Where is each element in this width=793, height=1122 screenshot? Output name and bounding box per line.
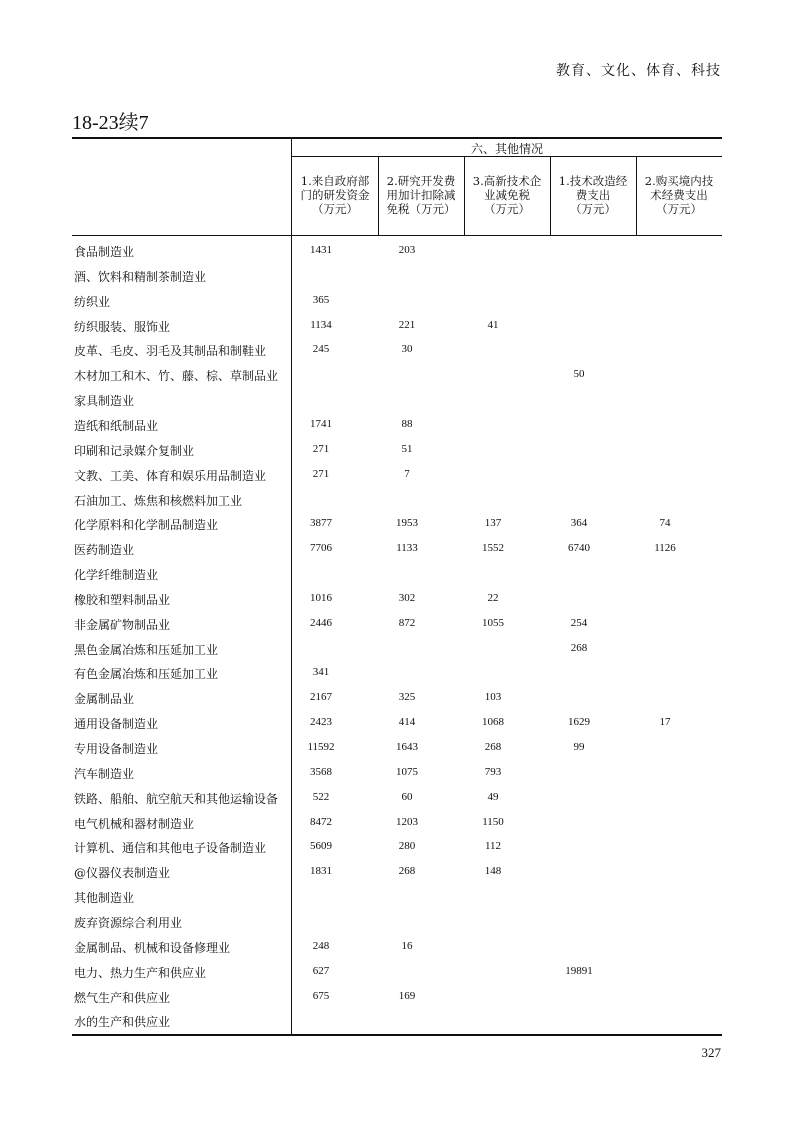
table-cell: 271 <box>312 467 330 480</box>
column-header-line: 2.购买境内技 <box>644 174 714 188</box>
table-cell: 522 <box>312 790 330 803</box>
column-header-line: 1.来自政府部 <box>300 174 370 188</box>
table-cell: 3568 <box>310 765 332 778</box>
table-cell: 1552 <box>482 542 504 555</box>
row-label: 印刷和记录媒介复制业 <box>74 443 195 458</box>
row-label: 木材加工和木、竹、藤、棕、草制品业 <box>74 369 279 384</box>
row-label: 专用设备制造业 <box>74 742 159 756</box>
row-label: 酒、饮料和精制茶制造业 <box>74 269 207 284</box>
table-cell: 3877 <box>310 517 332 530</box>
table-cell: 365 <box>312 293 330 306</box>
column-separator <box>464 157 465 235</box>
row-label: 食品制造业 <box>74 245 135 259</box>
stub-divider <box>291 137 292 1035</box>
row-label: 废弃资源综合利用业 <box>74 915 183 930</box>
row-label: 其他制造业 <box>74 891 135 906</box>
table-cell: 6740 <box>568 542 590 555</box>
row-label: 化学原料和化学制品制造业 <box>74 518 219 533</box>
table-cell: 8472 <box>310 815 332 828</box>
row-label: 金属制品、机械和设备修理业 <box>74 940 231 955</box>
table-cell: 19891 <box>565 964 593 977</box>
table-cell: 17 <box>659 716 671 729</box>
table-cell: 11592 <box>307 741 335 753</box>
table-cell: 1741 <box>310 417 332 430</box>
table-cell: 414 <box>398 716 416 729</box>
row-label: 电力、热力生产和供应业 <box>74 965 207 980</box>
table-cell: 49 <box>487 790 499 803</box>
page-number: 327 <box>701 1045 721 1060</box>
table-cell: 268 <box>484 741 502 753</box>
table-cell: 148 <box>484 865 502 878</box>
table-cell: 341 <box>312 666 330 679</box>
table-cell: 268 <box>570 641 588 654</box>
table-cell: 245 <box>312 343 330 356</box>
row-label: 医药制造业 <box>74 543 135 558</box>
column-header <box>378 174 464 216</box>
column-header-line: （万元） <box>570 202 616 216</box>
row-label: 石油加工、炼焦和核燃料加工业 <box>74 493 243 508</box>
table-cell: 268 <box>398 865 416 878</box>
table-cell: 248 <box>312 939 330 952</box>
row-label: 造纸和纸制品业 <box>74 418 159 433</box>
row-label: 化学纤维制造业 <box>74 568 159 583</box>
row-label: 皮革、毛皮、羽毛及其制品和制鞋业 <box>74 344 267 359</box>
table-cell: 793 <box>484 765 502 778</box>
row-label: 非金属矿物制品业 <box>74 617 171 632</box>
column-header-line: （万元） <box>656 202 702 216</box>
top-rule <box>72 137 722 139</box>
table-cell: 16 <box>401 939 413 952</box>
column-header-line: 3.高新技术企 <box>472 174 542 188</box>
column-header-line: 术经费支出 <box>650 188 708 202</box>
row-label: 汽车制造业 <box>74 766 135 781</box>
table-cell: 1150 <box>482 815 504 828</box>
table-cell: 302 <box>398 591 416 604</box>
table-cell: 675 <box>312 989 330 1002</box>
column-header-line: 门的研发资金 <box>300 188 370 202</box>
table-cell: 2446 <box>310 616 332 629</box>
table-cell: 1431 <box>310 244 332 256</box>
table-cell: 50 <box>573 368 585 381</box>
row-label: 纺织业 <box>74 294 111 309</box>
table-title: 18-23续7 <box>72 112 149 134</box>
row-label: 橡胶和塑料制品业 <box>74 592 171 607</box>
row-label: 通用设备制造业 <box>74 717 159 732</box>
row-label: 纺织服装、服饰业 <box>74 319 171 334</box>
row-label: 燃气生产和供应业 <box>74 990 171 1005</box>
row-label: 电气机械和器材制造业 <box>74 816 195 831</box>
table-cell: 5609 <box>310 840 332 853</box>
table-cell: 627 <box>312 964 330 977</box>
column-header-line: 费支出 <box>575 188 611 202</box>
table-cell: 325 <box>398 691 416 704</box>
row-label: 有色金属冶炼和压延加工业 <box>74 667 219 682</box>
table-cell: 271 <box>312 442 330 455</box>
row-label: 铁路、船舶、航空航天和其他运输设备 <box>74 791 279 806</box>
table-cell: 364 <box>570 517 588 530</box>
row-label: @仪器仪表制造业 <box>74 866 171 881</box>
column-separator <box>550 157 551 235</box>
table-cell: 7 <box>404 467 410 480</box>
row-label: 金属制品业 <box>74 692 135 707</box>
table-cell: 1133 <box>396 542 418 555</box>
table-cell: 103 <box>484 691 502 704</box>
table-cell: 203 <box>398 244 416 256</box>
column-header <box>636 174 722 216</box>
table-cell: 1068 <box>482 716 504 729</box>
column-header-line: 业减免税 <box>484 188 530 202</box>
table-cell: 221 <box>398 318 416 331</box>
table-cell: 2167 <box>310 691 332 704</box>
column-header-line: 免税（万元） <box>386 202 456 216</box>
table-cell: 280 <box>398 840 416 853</box>
group-header-rule <box>292 156 722 157</box>
table-cell: 88 <box>401 417 413 430</box>
table-cell: 137 <box>484 517 502 530</box>
bottom-rule <box>72 1034 722 1036</box>
table-cell: 41 <box>487 318 499 331</box>
column-separator <box>636 157 637 235</box>
table-cell: 112 <box>484 840 502 853</box>
table-cell: 51 <box>401 442 413 455</box>
table-cell: 872 <box>398 616 416 629</box>
table-cell: 1643 <box>396 741 418 753</box>
table-cell: 30 <box>401 343 413 356</box>
row-label: 家具制造业 <box>74 394 135 409</box>
table-cell: 1075 <box>396 765 418 778</box>
row-label: 水的生产和供应业 <box>74 1015 171 1030</box>
table-cell: 74 <box>659 517 671 530</box>
table-cell: 1629 <box>568 716 590 729</box>
column-header <box>550 174 636 216</box>
table-cell: 1055 <box>482 616 504 629</box>
header-bottom-rule <box>72 235 722 236</box>
table-cell: 2423 <box>310 716 332 729</box>
table-cell: 22 <box>487 591 499 604</box>
table-cell: 1016 <box>310 591 332 604</box>
row-label: 计算机、通信和其他电子设备制造业 <box>74 841 267 856</box>
table-cell: 1126 <box>654 542 676 555</box>
table-cell: 60 <box>401 790 413 803</box>
table-cell: 169 <box>398 989 416 1002</box>
table-cell: 254 <box>570 616 588 629</box>
section-header: 教育、文化、体育、科技 <box>556 63 721 79</box>
row-label: 文教、工美、体育和娱乐用品制造业 <box>74 468 267 483</box>
column-separator <box>378 157 379 235</box>
group-header: 六、其他情况 <box>470 142 543 156</box>
table-cell: 1831 <box>310 865 332 878</box>
column-header <box>464 174 550 216</box>
column-header-line: 1.技术改造经 <box>558 174 628 188</box>
column-header-line: （万元） <box>484 202 530 216</box>
table-cell: 7706 <box>310 542 332 555</box>
table-cell: 1134 <box>310 318 332 331</box>
table-cell: 99 <box>573 741 585 753</box>
column-header-line: 2.研究开发费 <box>386 174 456 188</box>
column-header-line: （万元） <box>312 202 358 216</box>
column-header-line: 用加计扣除减 <box>386 188 456 202</box>
table-cell: 1953 <box>396 517 418 530</box>
row-label: 黑色金属冶炼和压延加工业 <box>74 642 219 657</box>
column-header <box>292 174 378 216</box>
table-cell: 1203 <box>396 815 418 828</box>
